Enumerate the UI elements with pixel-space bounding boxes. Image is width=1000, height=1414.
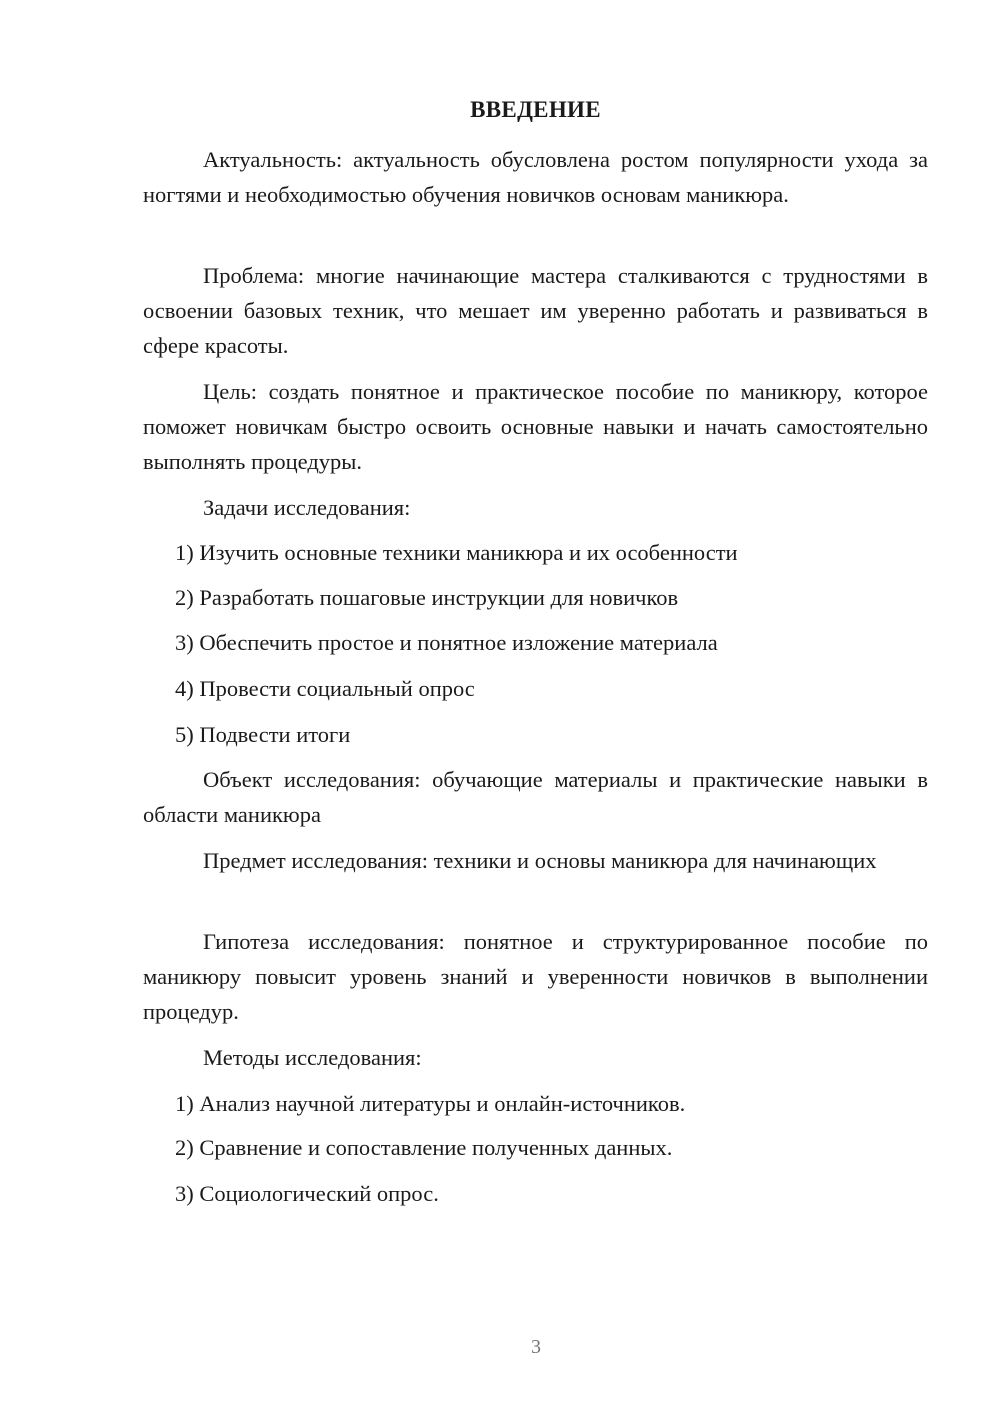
relevance-paragraph: Актуальность: актуальность обусловлена ростом популярности ухода за ногтями и необходимостью обучения новичков основам маникюра.	[143, 147, 928, 207]
tasks-heading: Задачи исследования:	[203, 495, 411, 520]
task-item: 5) Подвести итоги	[175, 722, 351, 747]
task-item: 2) Разработать пошаговые инструкции для новичков	[175, 585, 679, 610]
problem-paragraph: Проблема: многие начинающие мастера сталкиваются с трудностями в освоении базовых техник, что мешает им уверенно работать и развиваться в сфере красоты.	[143, 263, 928, 358]
method-item: 2) Сравнение и сопоставление полученных данных.	[175, 1135, 673, 1160]
hypothesis-paragraph: Гипотеза исследования: понятное и структурированное пособие по маникюру повысит уровень знаний и уверенности новичков в выполнении процедур.	[143, 929, 928, 1024]
task-item: 3) Обеспечить простое и понятное изложение материала	[175, 630, 718, 655]
task-item: 4) Провести социальный опрос	[175, 676, 475, 701]
object-paragraph: Объект исследования: обучающие материалы и практические навыки в области маникюра	[143, 767, 928, 827]
task-item: 1) Изучить основные техники маникюра и их особенности	[175, 540, 738, 565]
method-item: 1) Анализ научной литературы и онлайн-источников.	[175, 1091, 686, 1116]
page-title: ВВЕДЕНИЕ	[470, 97, 601, 122]
page-number: 3	[531, 1336, 541, 1358]
subject-paragraph: Предмет исследования: техники и основы маникюра для начинающих	[203, 848, 877, 873]
goal-paragraph: Цель: создать понятное и практическое пособие по маникюру, которое поможет новичкам быстро освоить основные навыки и начать самостоятельно выполнять процедуры.	[143, 379, 928, 474]
methods-heading: Методы исследования:	[203, 1045, 422, 1070]
method-item: 3) Социологический опрос.	[175, 1181, 439, 1206]
